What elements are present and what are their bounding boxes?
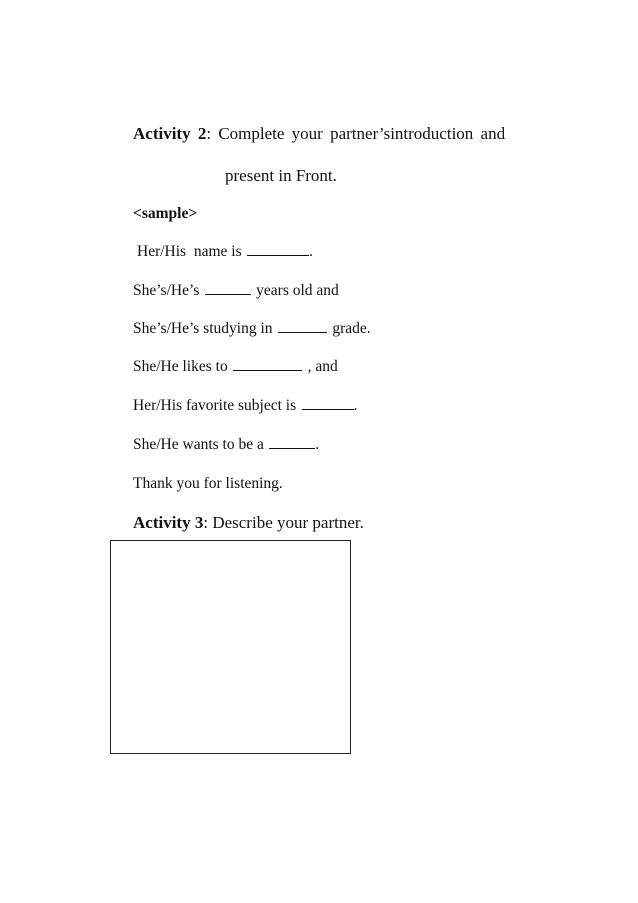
name-period: . [309, 243, 313, 260]
likes-blank[interactable] [233, 358, 302, 371]
activity3-instruction: Describe your partner. [212, 513, 364, 532]
name-text: Her/His name is [137, 243, 242, 260]
sample-heading [133, 205, 197, 223]
wants-period: . [315, 436, 320, 453]
wants-text: She/He wants to be a [133, 436, 264, 453]
age-blank[interactable] [205, 282, 251, 295]
likes-text: She/He likes to [133, 358, 228, 375]
activity3-label: Activity 3 [133, 513, 204, 532]
sample-line-name [137, 243, 313, 261]
sample-line-grade [133, 320, 371, 338]
age-after-text: years old and [256, 282, 339, 299]
activity2-continuation: present in Front. [225, 166, 337, 185]
subject-text: Her/His favorite subject is [133, 397, 297, 414]
subject-blank[interactable] [302, 397, 354, 410]
age-text: She’s/He’s [133, 282, 200, 299]
sample-heading-text: <sample> [133, 205, 198, 222]
activity3-colon: : [203, 513, 209, 532]
sample-line-wants [133, 436, 319, 454]
activity2-instruction: Complete your partner’sintroduction and [218, 124, 506, 143]
describe-partner-box[interactable] [110, 540, 351, 754]
subject-period: . [353, 397, 358, 414]
sample-line-thanks: Thank you for listening. [133, 475, 283, 492]
activity2-label: Activity 2 [133, 124, 207, 143]
activity2-heading [133, 124, 505, 144]
activity2-colon: : [206, 124, 212, 143]
name-blank[interactable] [247, 243, 309, 256]
activity3-heading [133, 513, 364, 533]
sample-line-subject [133, 397, 357, 415]
grade-after-text: grade. [332, 320, 371, 337]
grade-blank[interactable] [278, 320, 327, 333]
wants-blank[interactable] [269, 436, 315, 449]
likes-after-text: , and [307, 358, 338, 375]
sample-line-likes [133, 358, 338, 376]
grade-text: She’s/He’s studying in [133, 320, 273, 337]
sample-line-age [133, 282, 339, 300]
